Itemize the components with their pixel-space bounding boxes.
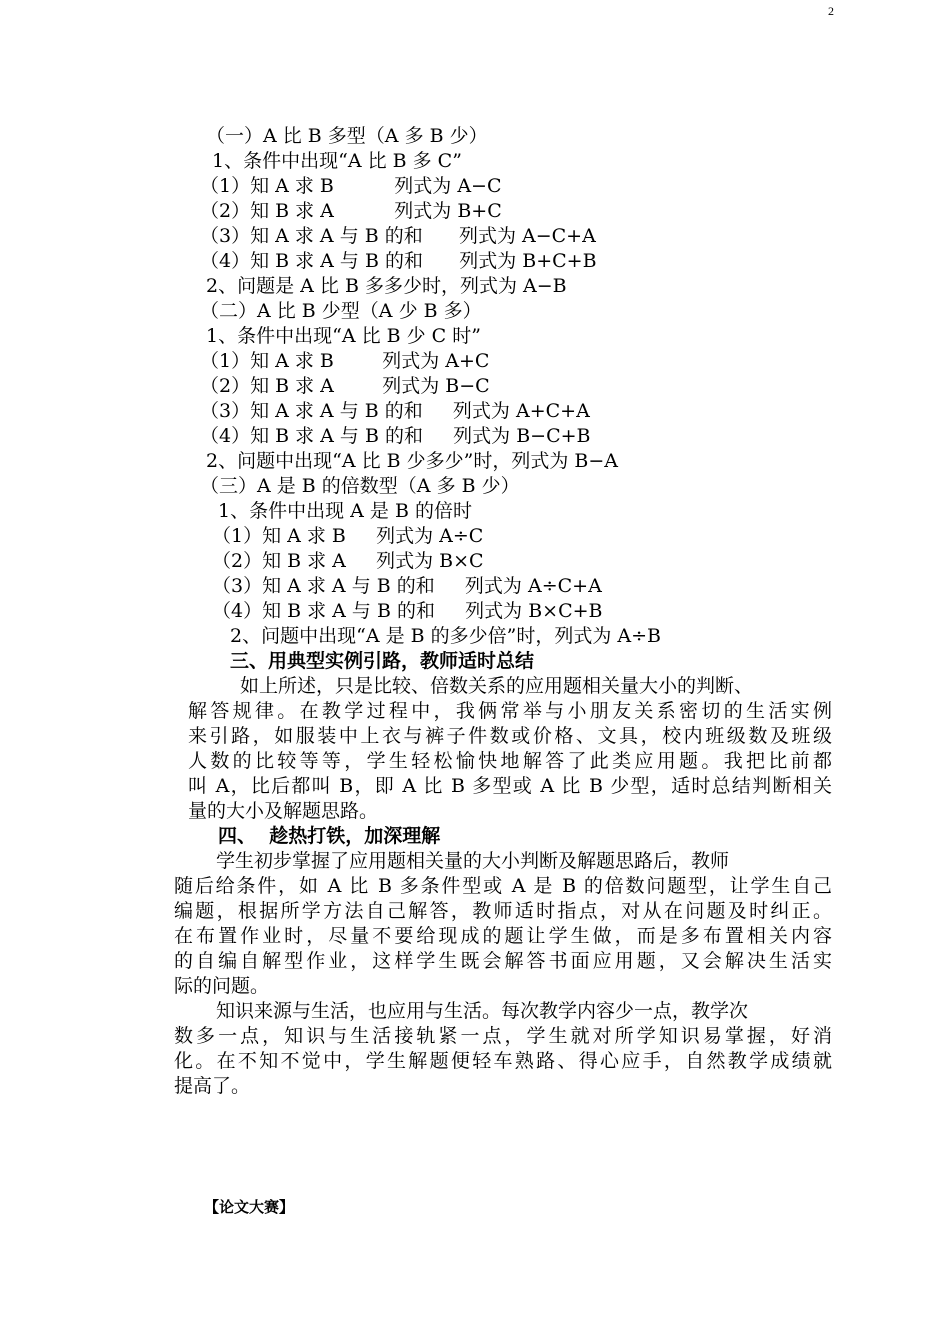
text-line: （2）知 B 求 A 列式为 B+C [200,200,502,222]
text-line: （3）知 A 求 A 与 B 的和 列式为 A−C+A [200,225,596,247]
text-line: 2、问题中出现“A 比 B 少多少”时，列式为 B−A [200,450,619,472]
paragraph-line: 化。在不知不觉中，学生解题便轻车熟路、得心应手，自然教学成绩就 [174,1050,832,1072]
text-line: （3）知 A 求 A 与 B 的和 列式为 A+C+A [200,400,590,422]
text-line: 2、问题是 A 比 B 多多少时，列式为 A−B [200,275,567,297]
heading-type-2: （二）A 比 B 少型（A 少 B 多） [200,300,482,322]
paragraph-line: 人数的比较等等，学生轻松愉快地解答了此类应用题。我把比前都 [188,750,832,772]
paragraph-line: 量的大小及解题思路。 [188,800,379,822]
paragraph-line: 际的问题。 [174,975,270,997]
heading-type-1: （一）A 比 B 多型（A 多 B 少） [206,125,488,147]
heading-type-3: （三）A 是 B 的倍数型（A 多 B 少） [200,475,520,497]
section-heading-3: 三、用典型实例引路，教师适时总结 [230,650,535,672]
text-line: 1、条件中出现“A 比 B 多 C” [206,150,462,172]
paragraph-line: 叫 A，比后都叫 B，即 A 比 B 多型或 A 比 B 少型，适时总结判断相关 [188,775,832,797]
text-line: 1、条件中出现“A 比 B 少 C 时” [200,325,481,347]
paragraph-line: 随后给条件，如 A 比 B 多条件型或 A 是 B 的倍数问题型，让学生自己 [174,875,832,897]
paragraph-line: 提高了。 [174,1075,251,1097]
paragraph-line: 解答规律。在教学过程中，我俩常举与小朋友关系密切的生活实例 [188,700,832,722]
paragraph-line: 数多一点，知识与生活接轨紧一点，学生就对所学知识易掌握，好消 [174,1025,832,1047]
text-line: （4）知 B 求 A 与 B 的和 列式为 B+C+B [200,250,597,272]
text-line: （1）知 A 求 B 列式为 A÷C [212,525,484,547]
paragraph-line: 来引路，如服装中上衣与裤子件数或价格、文具，校内班级数及班级 [188,725,832,747]
text-line: （2）知 B 求 A 列式为 B−C [200,375,490,397]
page-number: 2 [828,4,834,18]
text-line: （3）知 A 求 A 与 B 的和 列式为 A÷C+A [212,575,602,597]
text-line: （1）知 A 求 B 列式为 A+C [200,350,490,372]
paragraph-line: 的自编自解型作业，这样学生既会解答书面应用题，又会解决生活实 [174,950,832,972]
section-heading-4: 四、 趁热打铁，加深理解 [218,825,441,847]
text-line: （1）知 A 求 B 列式为 A−C [200,175,502,197]
text-line: 1、条件中出现 A 是 B 的倍时 [212,500,472,522]
text-line: （4）知 B 求 A 与 B 的和 列式为 B−C+B [200,425,591,447]
footer-label: 【论文大赛】 [204,1198,295,1216]
paragraph-line: 如上所述，只是比较、倍数关系的应用题相关量大小的判断、 [240,675,754,697]
text-line: （4）知 B 求 A 与 B 的和 列式为 B×C+B [212,600,603,622]
paragraph-line: 学生初步掌握了应用题相关量的大小判断及解题思路后，教师 [216,850,730,872]
text-line: 2、问题中出现“A 是 B 的多少倍”时，列式为 A÷B [224,625,662,647]
paragraph-line: 在布置作业时，尽量不要给现成的题让学生做，而是多布置相关内容 [174,925,832,947]
text-line: （2）知 B 求 A 列式为 B×C [212,550,484,572]
paragraph-line: 知识来源与生活，也应用与生活。每次教学内容少一点，教学次 [216,1000,749,1022]
paragraph-line: 编题，根据所学方法自己解答，教师适时指点，对从在问题及时纠正。 [174,900,832,922]
